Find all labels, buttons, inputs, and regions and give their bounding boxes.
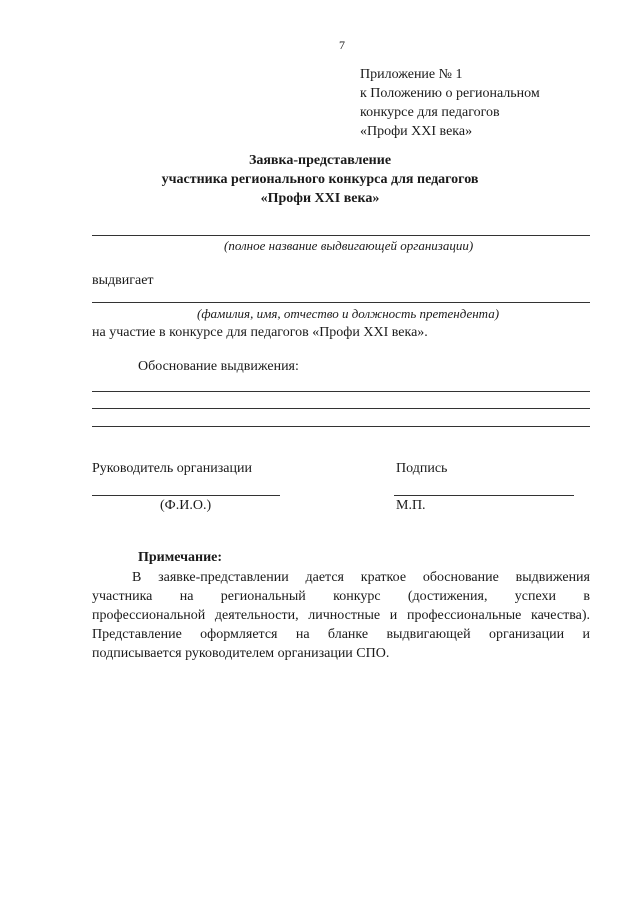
note-line: участника на региональный конкурс (достижения, успехи в [92,589,590,604]
appendix-line: к Положению о региональном [360,86,540,101]
title-line: «Профи XXI века» [260,191,380,206]
page-number: 7 [339,38,345,52]
stamp-caption: М.П. [396,498,426,513]
nominates-label: выдвигает [92,273,154,288]
note-line: подписывается руководителем организации СПО. [92,646,390,661]
organization-field-line[interactable] [92,235,590,236]
justification-line[interactable] [92,426,590,427]
title-line: Заявка-представление [248,153,392,168]
signature-field-line[interactable] [394,495,574,496]
title-line: участника регионального конкурса для педагогов [161,172,479,187]
fio-field-line[interactable] [92,495,280,496]
document-title [0,151,640,208]
appendix-line: Приложение № 1 [360,67,463,82]
candidate-caption: (фамилия, имя, отчество и должность претендента) [197,306,500,321]
note-line: В заявке-представлении дается краткое обоснование выдвижения [132,570,590,585]
note-text [92,568,590,663]
candidate-field-line[interactable] [92,302,590,303]
justification-line[interactable] [92,391,590,392]
signature-label: Подпись [396,461,448,476]
fio-caption: (Ф.И.О.) [160,498,212,513]
appendix-line: конкурсе для педагогов [360,105,500,120]
justification-line[interactable] [92,408,590,409]
note-heading: Примечание: [138,550,223,565]
organization-caption: (полное название выдвигающей организации) [224,238,474,253]
note-line: Представление оформляется на бланке выдвигающей организации и [92,627,590,642]
appendix-reference [360,65,540,141]
head-of-organization-label: Руководитель организации [92,461,252,476]
note-line: профессиональной деятельности, личностные и профессиональные качества). [92,608,590,623]
appendix-line: «Профи XXI века» [360,124,473,139]
justification-label: Обоснование выдвижения: [138,359,299,374]
participation-text: на участие в конкурсе для педагогов «Профи XXI века». [92,325,428,340]
